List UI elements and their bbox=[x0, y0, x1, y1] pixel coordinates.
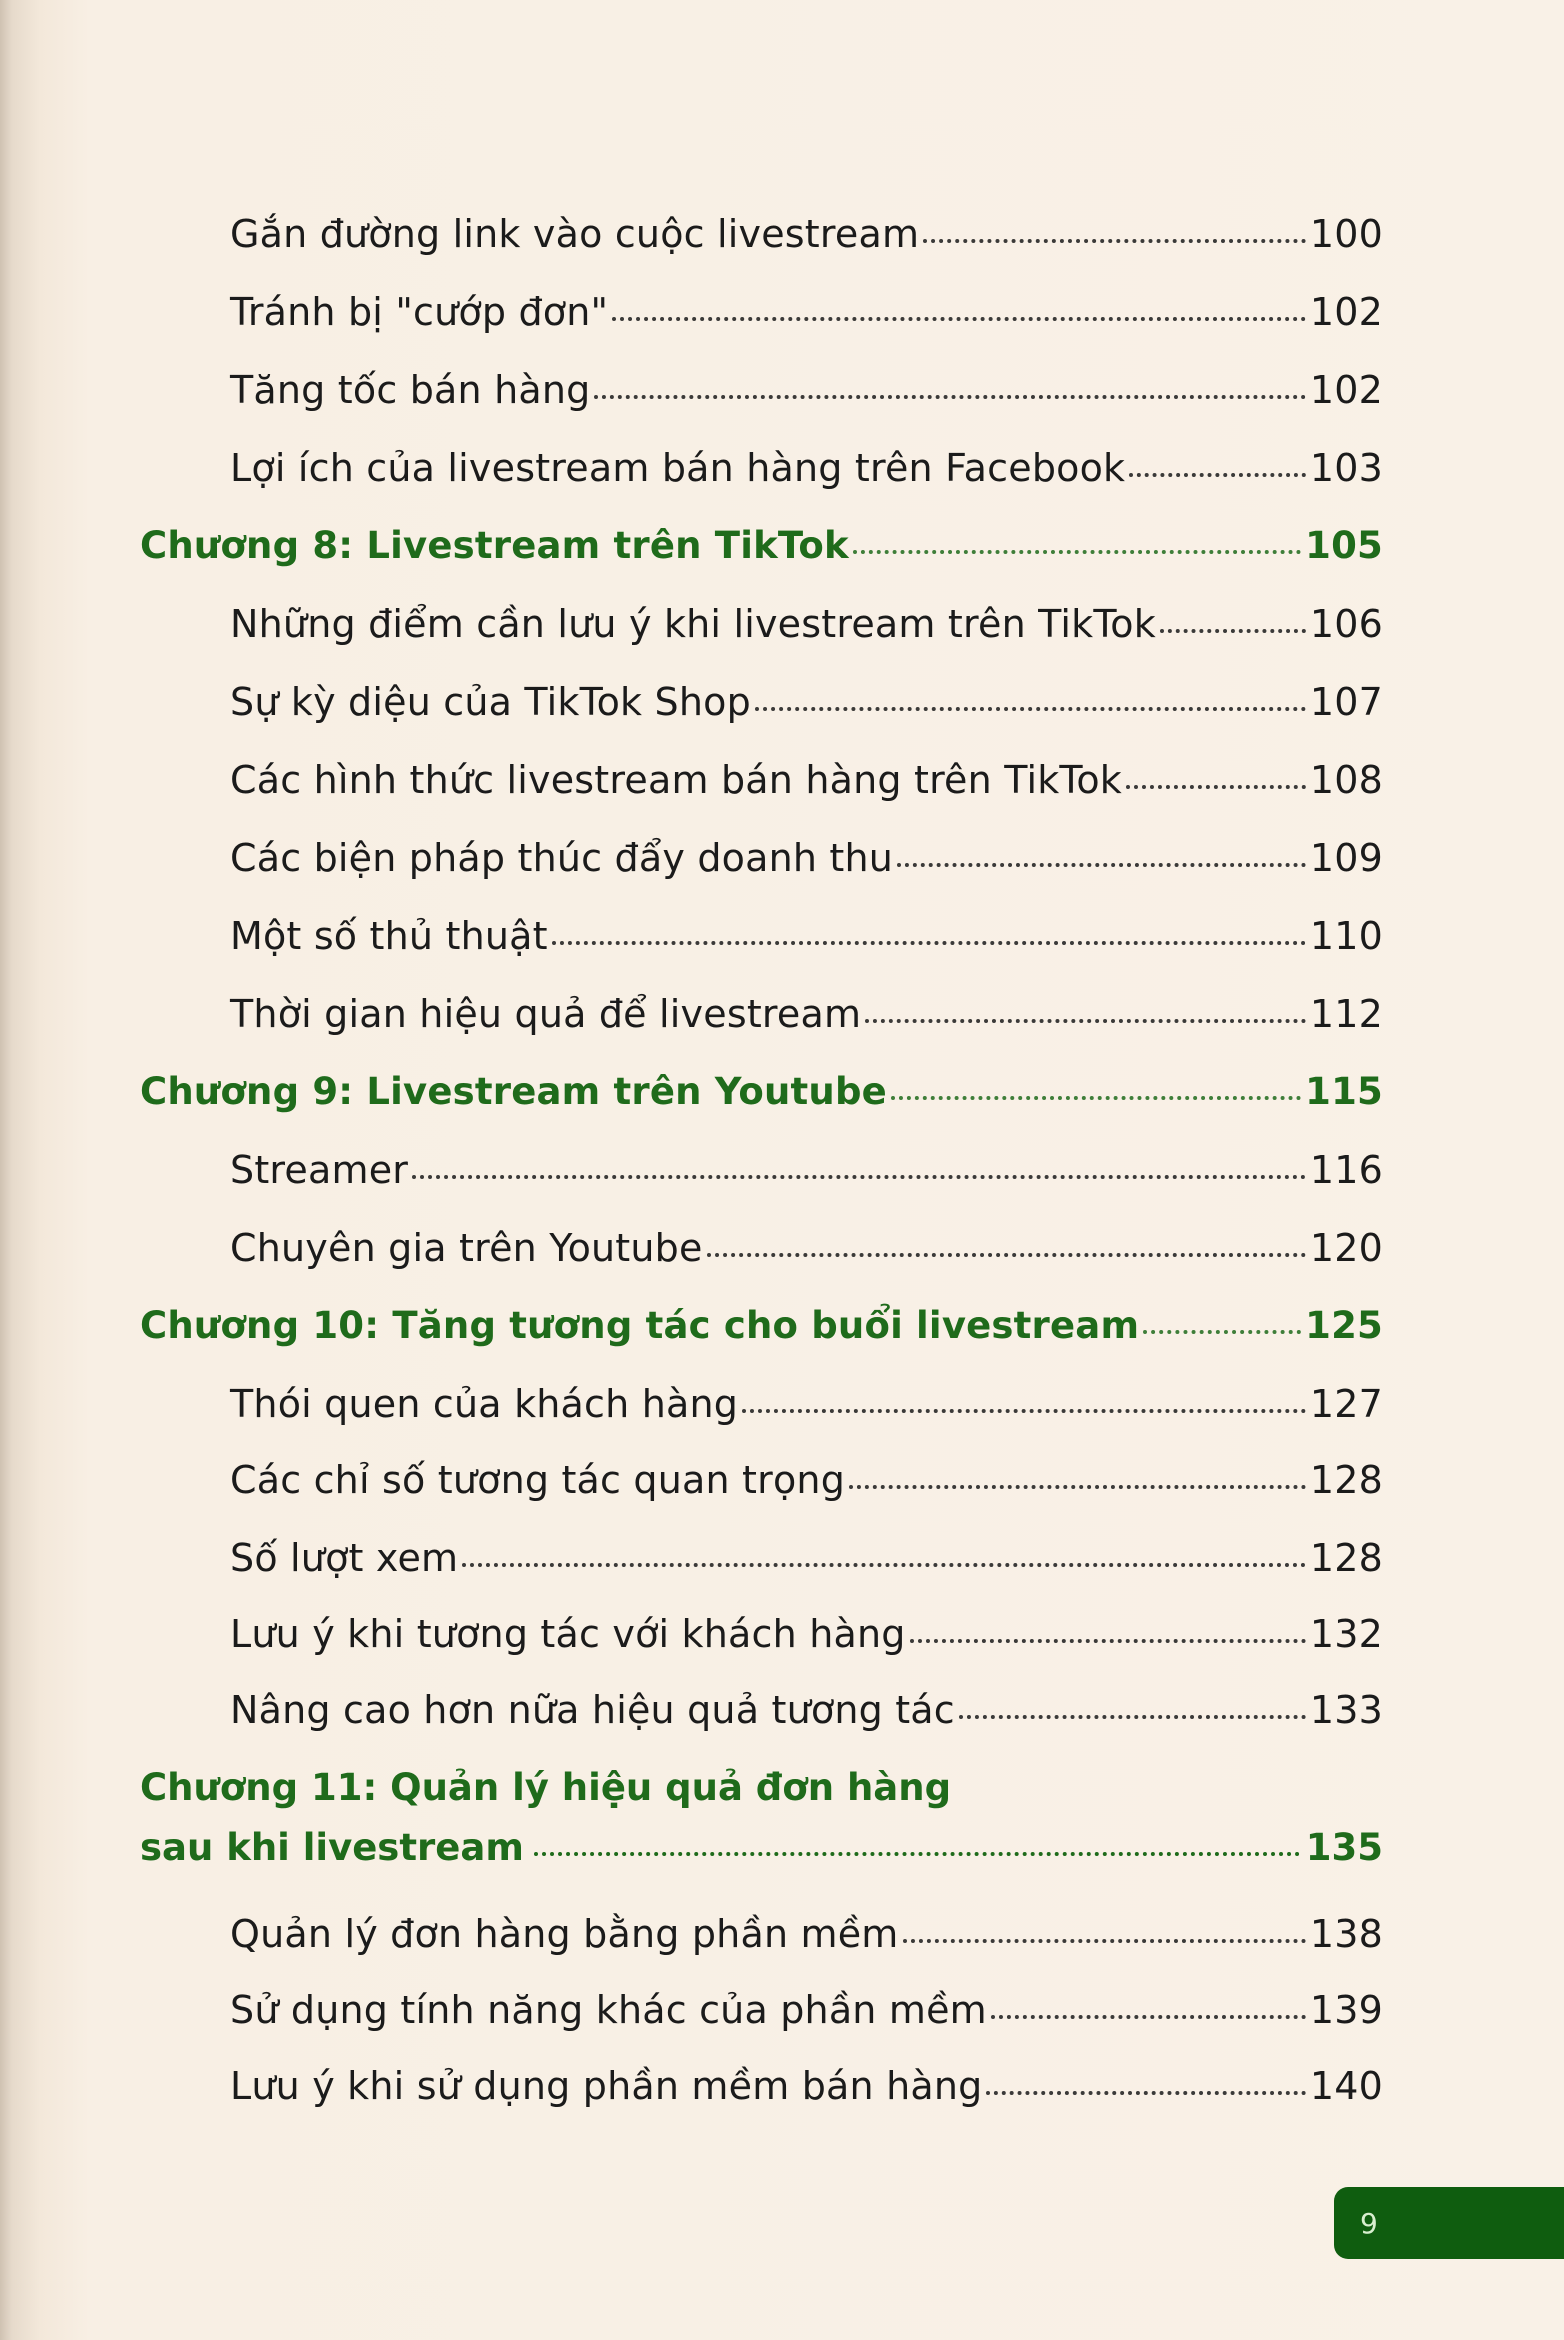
page-number: 109 bbox=[1309, 836, 1383, 880]
toc-section-entry[interactable] bbox=[230, 1382, 1383, 1442]
toc-section-entry[interactable] bbox=[230, 992, 1383, 1052]
toc-chapter-entry[interactable] bbox=[140, 1304, 1383, 1364]
dot-leader bbox=[1126, 785, 1306, 789]
section-title: Lưu ý khi sử dụng phần mềm bán hàng bbox=[230, 2064, 983, 2108]
page-number: 127 bbox=[1309, 1382, 1383, 1426]
section-title: Các chỉ số tương tác quan trọng bbox=[230, 1458, 846, 1502]
page-number: 102 bbox=[1309, 290, 1383, 334]
section-title: Sự kỳ diệu của TikTok Shop bbox=[230, 680, 751, 724]
page-number: 132 bbox=[1309, 1612, 1383, 1656]
toc-section-entry[interactable] bbox=[230, 1612, 1383, 1672]
toc-section-entry[interactable] bbox=[230, 602, 1383, 662]
toc-section-entry[interactable] bbox=[230, 212, 1383, 272]
dot-leader bbox=[552, 941, 1306, 945]
chapter-title-line1: Chương 11: Quản lý hiệu quả đơn hàng bbox=[140, 1766, 952, 1809]
toc-chapter-entry[interactable] bbox=[140, 1070, 1383, 1130]
page-number: 128 bbox=[1309, 1458, 1383, 1502]
page-number: 110 bbox=[1309, 914, 1383, 958]
page-number: 103 bbox=[1309, 446, 1383, 490]
toc-section-entry[interactable] bbox=[230, 290, 1383, 350]
section-title: Lưu ý khi tương tác với khách hàng bbox=[230, 1612, 906, 1656]
toc-section-entry[interactable] bbox=[230, 680, 1383, 740]
dot-leader bbox=[959, 1715, 1306, 1719]
toc-section-entry[interactable] bbox=[230, 758, 1383, 818]
dot-leader bbox=[755, 707, 1306, 711]
dot-leader bbox=[923, 239, 1306, 243]
section-title: Các biện pháp thúc đẩy doanh thu bbox=[230, 836, 894, 880]
section-title: Quản lý đơn hàng bằng phần mềm bbox=[230, 1912, 899, 1956]
chapter-title-line2: sau khi livestream bbox=[140, 1826, 524, 1869]
dot-leader bbox=[707, 1253, 1306, 1257]
page-number: 106 bbox=[1309, 602, 1383, 646]
toc-section-entry[interactable] bbox=[230, 836, 1383, 896]
toc-chapter-11[interactable] bbox=[140, 1766, 1383, 1886]
toc-section-entry[interactable] bbox=[230, 1912, 1383, 1972]
page-number: 139 bbox=[1309, 1988, 1383, 2032]
section-title: Những điểm cần lưu ý khi livestream trên TikTok bbox=[230, 602, 1156, 646]
page-number: 138 bbox=[1309, 1912, 1383, 1956]
dot-leader bbox=[849, 1485, 1306, 1489]
toc-section-entry[interactable] bbox=[230, 1148, 1383, 1208]
page-number: 133 bbox=[1309, 1688, 1383, 1732]
toc-section-entry[interactable] bbox=[230, 1988, 1383, 2048]
dot-leader bbox=[1143, 1330, 1301, 1334]
dot-leader bbox=[594, 395, 1305, 399]
chapter-title: Chương 8: Livestream trên TikTok bbox=[140, 524, 849, 567]
section-title: Lợi ích của livestream bán hàng trên Facebook bbox=[230, 446, 1126, 490]
section-title: Gắn đường link vào cuộc livestream bbox=[230, 212, 920, 256]
section-title: Tăng tốc bán hàng bbox=[230, 368, 591, 412]
dot-leader bbox=[742, 1409, 1306, 1413]
section-title: Streamer bbox=[230, 1148, 409, 1192]
dot-leader bbox=[891, 1096, 1301, 1100]
dot-leader bbox=[412, 1175, 1306, 1179]
section-title: Thời gian hiệu quả để livestream bbox=[230, 992, 862, 1036]
page-number: 116 bbox=[1309, 1148, 1383, 1192]
section-title: Sử dụng tính năng khác của phần mềm bbox=[230, 1988, 987, 2032]
dot-leader bbox=[991, 2015, 1306, 2019]
toc-section-entry[interactable] bbox=[230, 1688, 1383, 1748]
section-title: Chuyên gia trên Youtube bbox=[230, 1226, 703, 1270]
section-title: Các hình thức livestream bán hàng trên TikTok bbox=[230, 758, 1123, 802]
page-number: 102 bbox=[1309, 368, 1383, 412]
dot-leader bbox=[897, 863, 1306, 867]
page-number: 112 bbox=[1309, 992, 1383, 1036]
page-number: 128 bbox=[1309, 1536, 1383, 1580]
section-title: Một số thủ thuật bbox=[230, 914, 548, 958]
dot-leader bbox=[903, 1939, 1306, 1943]
page-number: 120 bbox=[1309, 1226, 1383, 1270]
section-title: Thói quen của khách hàng bbox=[230, 1382, 739, 1426]
toc-section-entry[interactable] bbox=[230, 1226, 1383, 1286]
page-number: 107 bbox=[1309, 680, 1383, 724]
dot-leader bbox=[853, 550, 1301, 554]
page-number: 140 bbox=[1309, 2064, 1383, 2108]
dot-leader bbox=[1129, 473, 1306, 477]
section-title: Tránh bị "cướp đơn" bbox=[230, 290, 609, 334]
page-number: 100 bbox=[1309, 212, 1383, 256]
page-number: 105 bbox=[1305, 524, 1383, 567]
toc-chapter-entry[interactable] bbox=[140, 524, 1383, 584]
toc-section-entry[interactable] bbox=[230, 914, 1383, 974]
page-number: 115 bbox=[1305, 1070, 1383, 1113]
dot-leader bbox=[534, 1852, 1300, 1856]
dot-leader bbox=[1160, 629, 1306, 633]
dot-leader bbox=[865, 1019, 1306, 1023]
dot-leader bbox=[612, 317, 1306, 321]
page-number: 125 bbox=[1305, 1304, 1383, 1347]
toc-section-entry[interactable] bbox=[230, 446, 1383, 506]
page-number-label: 9 bbox=[1360, 2206, 1378, 2240]
toc-section-entry[interactable] bbox=[230, 368, 1383, 428]
chapter-title: Chương 9: Livestream trên Youtube bbox=[140, 1070, 887, 1113]
dot-leader bbox=[986, 2091, 1305, 2095]
chapter-title: Chương 10: Tăng tương tác cho buổi livestream bbox=[140, 1304, 1140, 1347]
dot-leader bbox=[910, 1639, 1306, 1643]
page-number: 135 bbox=[1305, 1826, 1383, 1869]
page-number-badge bbox=[1334, 2187, 1564, 2259]
toc-section-entry[interactable] bbox=[230, 2064, 1383, 2124]
toc-section-entry[interactable] bbox=[230, 1458, 1383, 1518]
section-title: Nâng cao hơn nữa hiệu quả tương tác bbox=[230, 1688, 955, 1732]
dot-leader bbox=[462, 1563, 1306, 1567]
toc-section-entry[interactable] bbox=[230, 1536, 1383, 1596]
page-number: 108 bbox=[1309, 758, 1383, 802]
section-title: Số lượt xem bbox=[230, 1536, 459, 1580]
